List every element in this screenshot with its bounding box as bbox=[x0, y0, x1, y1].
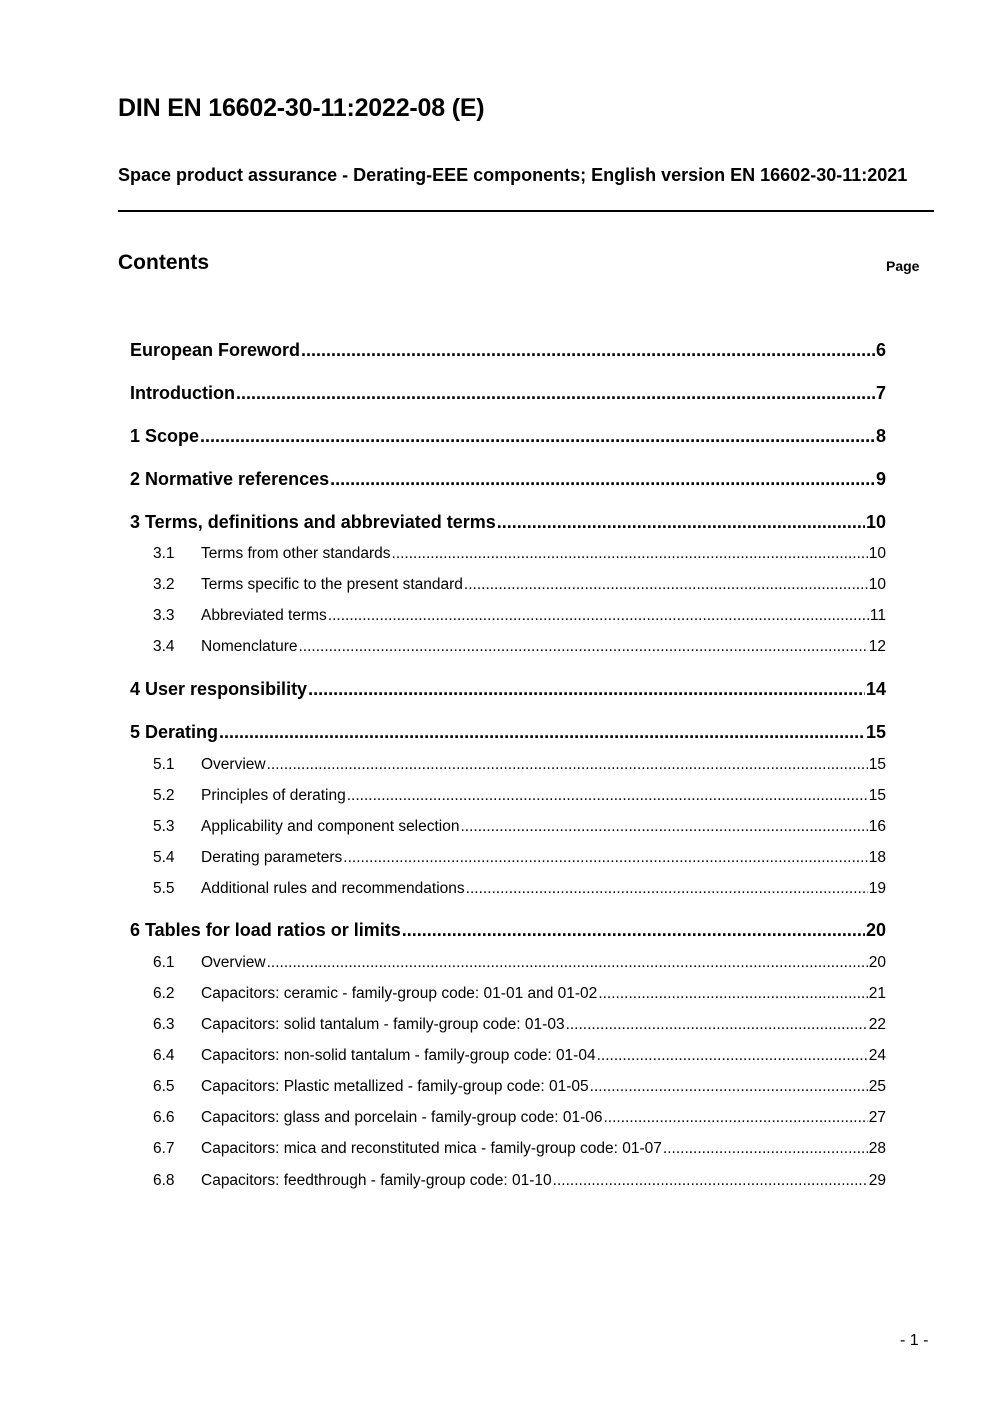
toc-entry-label: Introduction bbox=[130, 383, 235, 403]
toc-entry-number: 1 bbox=[130, 426, 141, 446]
toc-entry-label: Capacitors: solid tantalum - family-group code: 01-03 bbox=[201, 1016, 565, 1033]
toc-entry-5-3[interactable] bbox=[130, 818, 886, 839]
toc-entry-tables-load-ratios[interactable] bbox=[130, 920, 886, 944]
toc-leader-dots bbox=[392, 545, 868, 563]
toc-entry-label: Overview bbox=[201, 954, 266, 971]
toc-leader-dots bbox=[328, 607, 869, 625]
toc-entry-number: 3.3 bbox=[153, 607, 175, 624]
toc-entry-number: 5.4 bbox=[153, 849, 175, 866]
toc-entry-number: 5.5 bbox=[153, 880, 175, 897]
toc-entry-3-3[interactable] bbox=[130, 607, 886, 628]
toc-entry-label: Scope bbox=[145, 426, 200, 446]
toc-entry-page: 22 bbox=[868, 1016, 886, 1033]
toc-entry-label: Tables for load ratios or limits bbox=[145, 920, 401, 940]
toc-entry-page: 16 bbox=[868, 818, 886, 835]
toc-leader-dots bbox=[402, 920, 865, 941]
toc-entry-number: 5.1 bbox=[153, 756, 175, 773]
toc-entry-label: Capacitors: ceramic - family-group code: 01-01 and 01-02 bbox=[201, 985, 598, 1002]
toc-entry-page: 8 bbox=[875, 426, 886, 446]
toc-entry-label: Nomenclature bbox=[201, 638, 298, 655]
toc-entry-5-2[interactable] bbox=[130, 787, 886, 808]
toc-entry-number: 6.4 bbox=[153, 1047, 175, 1064]
toc-entry-page: 29 bbox=[868, 1172, 886, 1189]
toc-entry-normative-references[interactable] bbox=[130, 469, 886, 493]
toc-entry-label: Capacitors: non-solid tantalum - family-group code: 01-04 bbox=[201, 1047, 596, 1064]
toc-entry-page: 21 bbox=[868, 985, 886, 1002]
toc-entry-6-4[interactable] bbox=[130, 1047, 886, 1068]
toc-entry-number: 2 bbox=[130, 469, 141, 489]
toc-leader-dots bbox=[663, 1140, 868, 1158]
document-subtitle: Space product assurance - Derating-EEE components; English version EN 16602-30-11:2021 bbox=[118, 165, 908, 185]
toc-entry-introduction[interactable] bbox=[130, 383, 886, 407]
toc-entry-label: User responsibility bbox=[145, 679, 308, 699]
toc-leader-dots bbox=[308, 679, 865, 700]
page-number: - 1 - bbox=[900, 1332, 929, 1349]
toc-entry-page: 20 bbox=[868, 954, 886, 971]
toc-entry-label: Terms from other standards bbox=[201, 545, 391, 562]
toc-entry-terms-definitions[interactable] bbox=[130, 512, 886, 536]
toc-entry-6-8[interactable] bbox=[130, 1172, 886, 1193]
toc-entry-page: 20 bbox=[865, 920, 886, 940]
toc-leader-dots bbox=[299, 638, 868, 656]
toc-entry-page: 7 bbox=[875, 383, 886, 403]
toc-entry-number: 6.7 bbox=[153, 1140, 175, 1157]
toc-entry-3-1[interactable] bbox=[130, 545, 886, 566]
toc-entry-label: Derating parameters bbox=[201, 849, 343, 866]
toc-entry-label: Capacitors: feedthrough - family-group code: 01-10 bbox=[201, 1172, 552, 1189]
document-title: DIN EN 16602-30-11:2022-08 (E) bbox=[118, 94, 485, 122]
toc-entry-page: 6 bbox=[875, 340, 886, 360]
toc-entry-6-3[interactable] bbox=[130, 1016, 886, 1037]
toc-entry-label: Capacitors: mica and reconstituted mica - family-group code: 01-07 bbox=[201, 1140, 662, 1157]
toc-entry-label: Principles of derating bbox=[201, 787, 346, 804]
toc-leader-dots bbox=[590, 1078, 868, 1096]
toc-leader-dots bbox=[604, 1109, 868, 1127]
toc-entry-label: Normative references bbox=[145, 469, 330, 489]
toc-entry-derating[interactable] bbox=[130, 722, 886, 746]
toc-leader-dots bbox=[347, 787, 868, 805]
toc-entry-page: 14 bbox=[865, 679, 886, 699]
toc-entry-5-4[interactable] bbox=[130, 849, 886, 870]
toc-entry-6-6[interactable] bbox=[130, 1109, 886, 1130]
toc-leader-dots bbox=[461, 818, 868, 836]
page-column-heading: Page bbox=[886, 258, 920, 274]
toc-entry-3-4[interactable] bbox=[130, 638, 886, 659]
toc-leader-dots bbox=[464, 576, 868, 594]
toc-entry-page: 24 bbox=[868, 1047, 886, 1064]
toc-entry-label: Additional rules and recommendations bbox=[201, 880, 465, 897]
toc-entry-5-1[interactable] bbox=[130, 756, 886, 777]
toc-leader-dots bbox=[497, 512, 865, 533]
toc-entry-label: Capacitors: Plastic metallized - family-group code: 01-05 bbox=[201, 1078, 589, 1095]
toc-entry-page: 28 bbox=[868, 1140, 886, 1157]
toc-entry-6-5[interactable] bbox=[130, 1078, 886, 1099]
toc-leader-dots bbox=[553, 1172, 868, 1190]
toc-entry-number: 6.1 bbox=[153, 954, 175, 971]
toc-entry-page: 27 bbox=[868, 1109, 886, 1126]
toc-entry-5-5[interactable] bbox=[130, 880, 886, 901]
toc-entry-page: 9 bbox=[875, 469, 886, 489]
toc-leader-dots bbox=[200, 426, 875, 447]
toc-entry-page: 15 bbox=[865, 722, 886, 742]
toc-entry-number: 3.1 bbox=[153, 545, 175, 562]
title-divider bbox=[118, 210, 934, 212]
toc-leader-dots bbox=[219, 722, 865, 743]
toc-entry-number: 6.3 bbox=[153, 1016, 175, 1033]
toc-entry-page: 25 bbox=[868, 1078, 886, 1095]
toc-entry-number: 6.6 bbox=[153, 1109, 175, 1126]
toc-entry-number: 6.5 bbox=[153, 1078, 175, 1095]
toc-entry-number: 5 bbox=[130, 722, 141, 742]
toc-entry-page: 15 bbox=[868, 756, 886, 773]
toc-leader-dots bbox=[236, 383, 875, 404]
toc-entry-page: 18 bbox=[868, 849, 886, 866]
toc-entry-number: 6.2 bbox=[153, 985, 175, 1002]
toc-entry-3-2[interactable] bbox=[130, 576, 886, 597]
toc-entry-label: Applicability and component selection bbox=[201, 818, 460, 835]
toc-leader-dots bbox=[330, 469, 875, 490]
toc-entry-number: 4 bbox=[130, 679, 141, 699]
toc-entry-page: 10 bbox=[868, 545, 886, 562]
toc-entry-6-1[interactable] bbox=[130, 954, 886, 975]
toc-leader-dots bbox=[343, 849, 867, 867]
toc-entry-page: 10 bbox=[868, 576, 886, 593]
toc-entry-label: Overview bbox=[201, 756, 266, 773]
toc-entry-number: 5.3 bbox=[153, 818, 175, 835]
toc-entry-number: 6 bbox=[130, 920, 141, 940]
toc-entry-page: 12 bbox=[868, 638, 886, 655]
toc-entry-label: Terms, definitions and abbreviated terms bbox=[145, 512, 496, 532]
toc-entry-label: Terms specific to the present standard bbox=[201, 576, 463, 593]
toc-entry-label: Derating bbox=[145, 722, 219, 742]
toc-entry-label: European Foreword bbox=[130, 340, 301, 360]
toc-entry-6-2[interactable] bbox=[130, 985, 886, 1006]
toc-leader-dots bbox=[267, 954, 868, 972]
toc-leader-dots bbox=[566, 1016, 868, 1034]
toc-leader-dots bbox=[597, 1047, 868, 1065]
toc-entry-label: Abbreviated terms bbox=[201, 607, 327, 624]
toc-entry-european-foreword[interactable] bbox=[130, 340, 886, 364]
contents-heading: Contents bbox=[118, 251, 209, 274]
toc-entry-user-responsibility[interactable] bbox=[130, 679, 886, 703]
toc-leader-dots bbox=[301, 340, 875, 361]
toc-entry-page: 19 bbox=[868, 880, 886, 897]
toc-leader-dots bbox=[598, 985, 867, 1003]
toc-entry-page: 15 bbox=[868, 787, 886, 804]
toc-entry-scope[interactable] bbox=[130, 426, 886, 450]
toc-entry-number: 3 bbox=[130, 512, 141, 532]
toc-entry-page: 10 bbox=[865, 512, 886, 532]
toc-entry-page: 11 bbox=[869, 607, 886, 624]
toc-entry-number: 5.2 bbox=[153, 787, 175, 804]
toc-entry-number: 3.4 bbox=[153, 638, 175, 655]
toc-entry-number: 3.2 bbox=[153, 576, 175, 593]
toc-entry-6-7[interactable] bbox=[130, 1140, 886, 1161]
toc-leader-dots bbox=[466, 880, 868, 898]
toc-entry-number: 6.8 bbox=[153, 1172, 175, 1189]
toc-entry-label: Capacitors: glass and porcelain - family-group code: 01-06 bbox=[201, 1109, 603, 1126]
toc-leader-dots bbox=[267, 756, 868, 774]
